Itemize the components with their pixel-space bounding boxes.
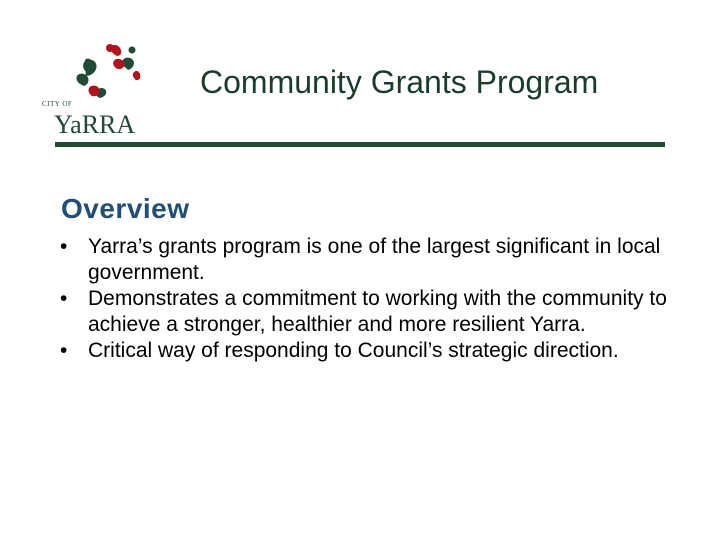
bullet-text: Demonstrates a commitment to working with the community to achieve a stronger, healthier and more resilient Yarra. bbox=[88, 287, 667, 336]
bullet-text: Yarra’s grants program is one of the largest significant in local government. bbox=[88, 235, 661, 284]
bullet-marker: • bbox=[60, 287, 68, 310]
bullet-list bbox=[60, 234, 670, 364]
bullet-item bbox=[60, 338, 670, 364]
logo-name: YaRRA bbox=[54, 110, 136, 139]
title-divider bbox=[55, 142, 665, 147]
bullet-marker: • bbox=[60, 235, 68, 258]
bullet-item bbox=[60, 234, 670, 286]
bullet-marker: • bbox=[60, 339, 68, 362]
slide-title: Community Grants Program bbox=[200, 64, 599, 100]
city-of-yarra-logo bbox=[40, 40, 155, 140]
section-heading: Overview bbox=[61, 193, 190, 224]
logo-prefix: CITY OF bbox=[42, 100, 73, 108]
bullet-text: Critical way of responding to Council’s strategic direction. bbox=[88, 339, 619, 362]
bullet-item bbox=[60, 286, 670, 338]
